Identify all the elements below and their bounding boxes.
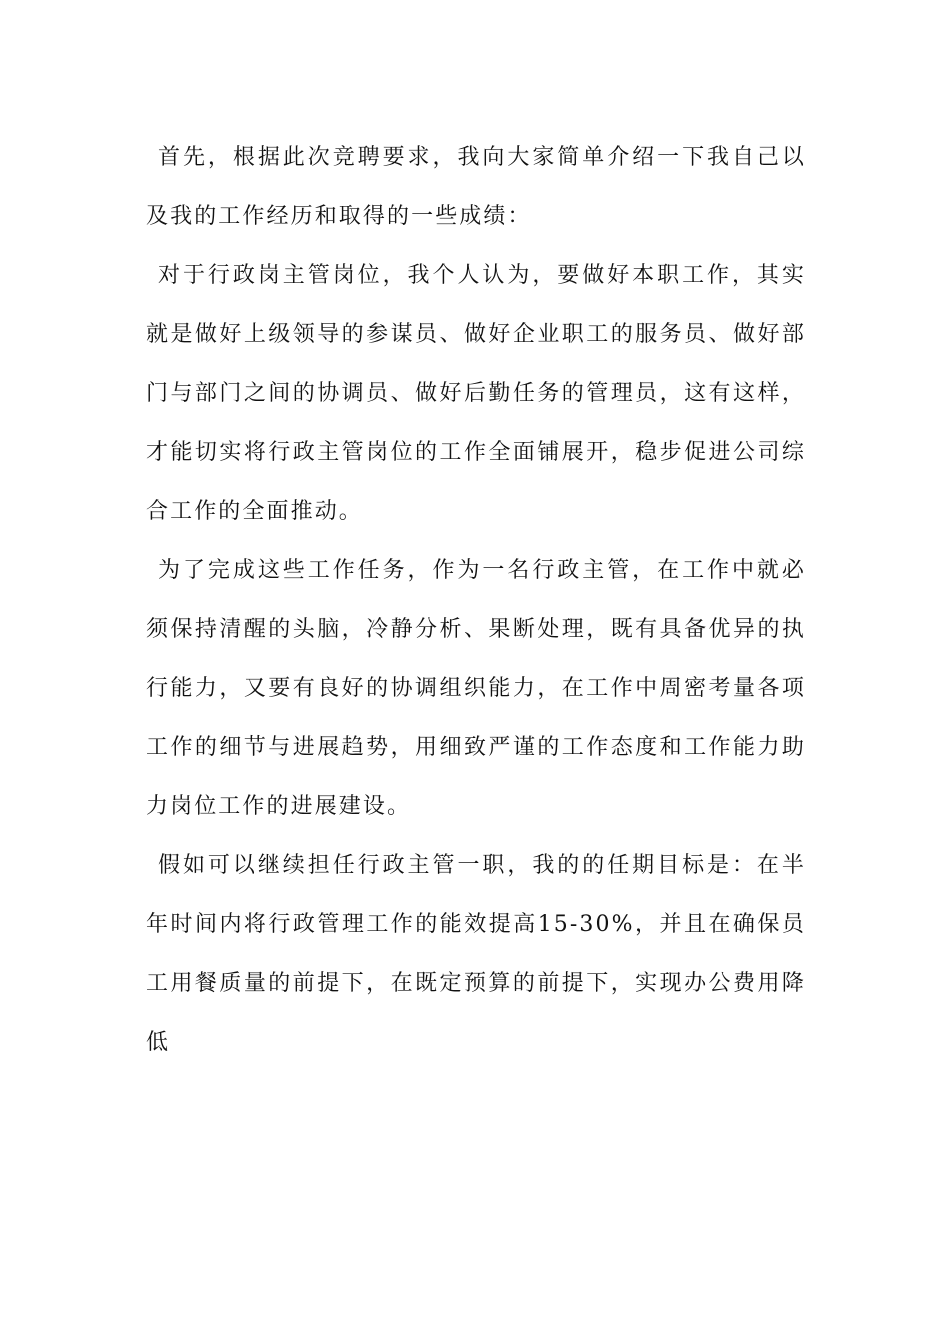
paragraph-3: 为了完成这些工作任务，作为一名行政主管，在工作中就必须保持清醒的头脑，冷静分析、果断处理，既有具备优异的执行能力，又要有良好的协调组织能力，在工作中周密考量各项工作的细节与进展趋势，用细致严谨的工作态度和工作能力助力岗位工作的进展建设。 (146, 558, 806, 819)
paragraph-1: 首先，根据此次竞聘要求，我向大家简单介绍一下我自己以及我的工作经历和取得的一些成绩： (146, 145, 806, 229)
document-body (146, 128, 806, 1072)
paragraph-4: 假如可以继续担任行政主管一职，我的的任期目标是：在半年时间内将行政管理工作的能效提高15-30%，并且在确保员工用餐质量的前提下，在既定预算的前提下，实现办公费用降低 (146, 853, 806, 1055)
paragraph-2: 对于行政岗主管岗位，我个人认为，要做好本职工作，其实就是做好上级领导的参谋员、做好企业职工的服务员、做好部门与部门之间的协调员、做好后勤任务的管理员，这有这样，才能切实将行政主管岗位的工作全面铺展开，稳步促进公司综合工作的全面推动。 (146, 263, 806, 524)
